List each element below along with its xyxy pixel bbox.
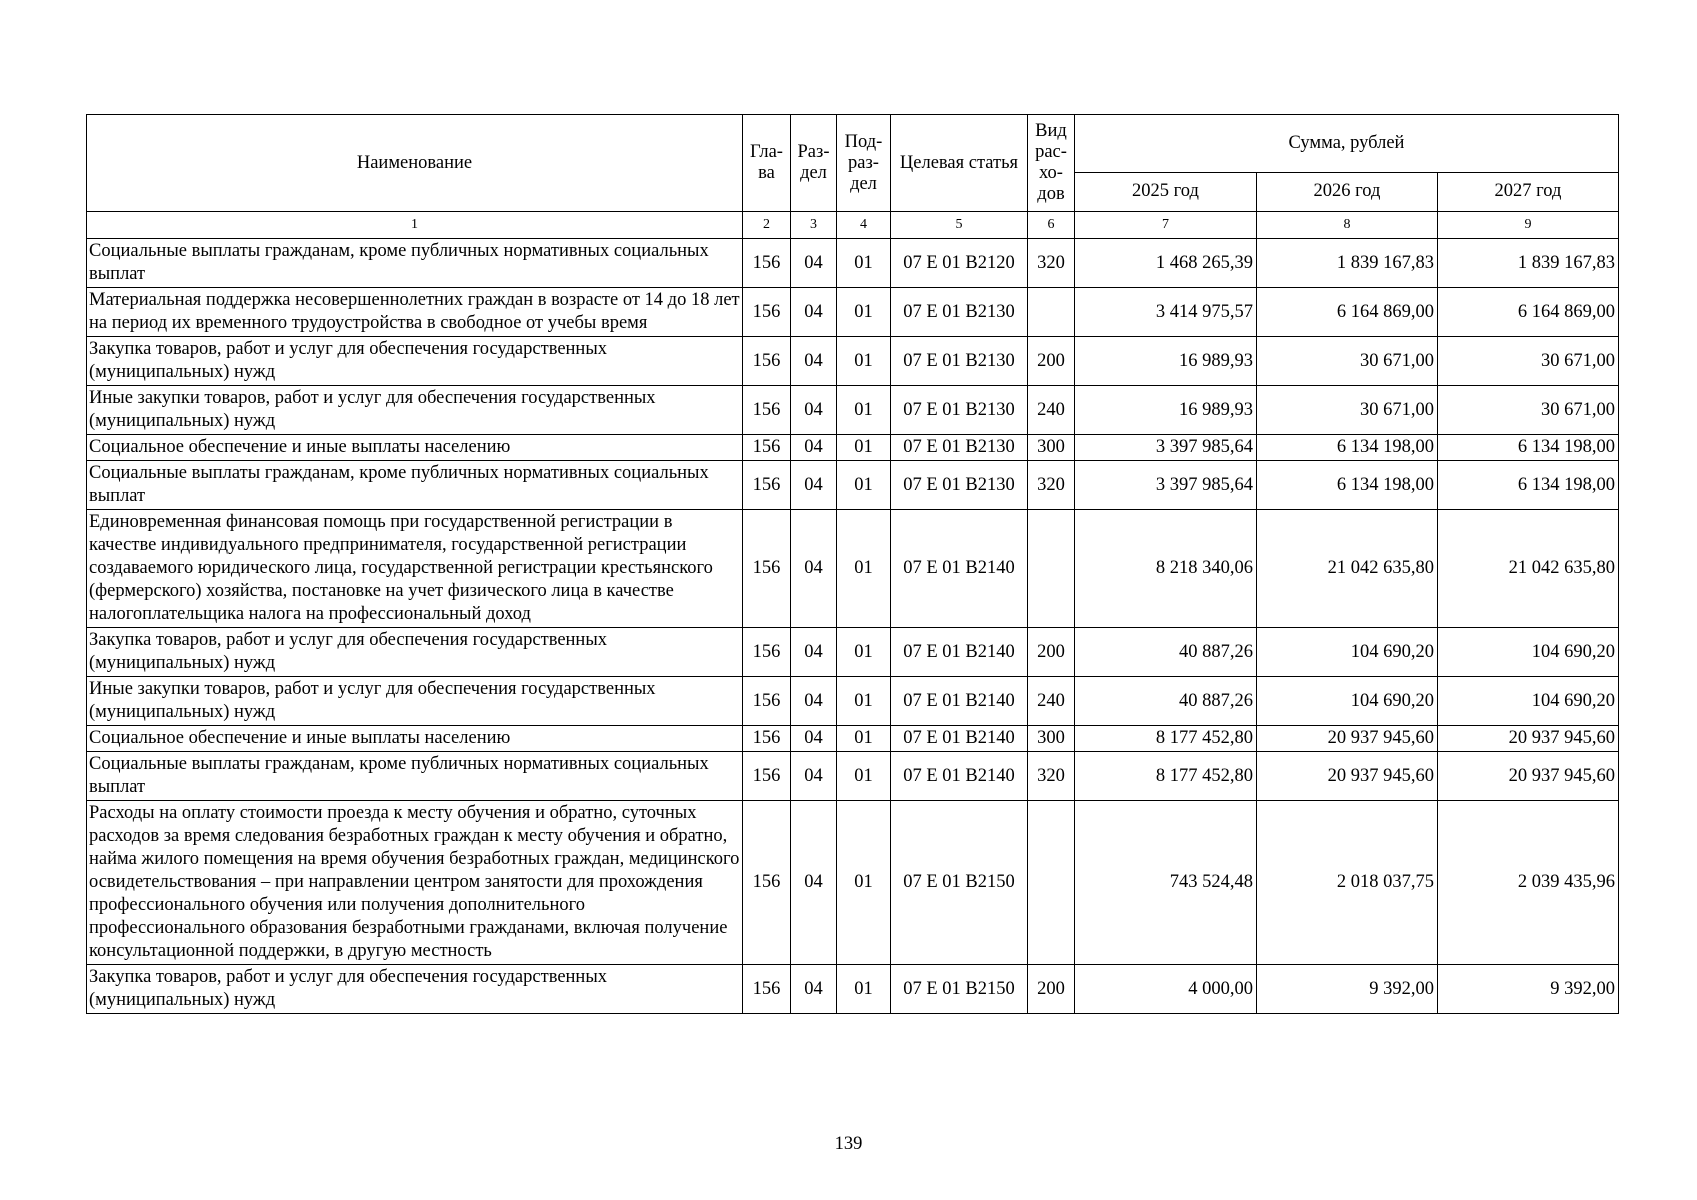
table-row: [87, 726, 1619, 752]
cell-sum-2025: 3 414 975,57: [1075, 288, 1257, 337]
header-vid: Вид рас- хо- дов: [1028, 115, 1075, 212]
cell-glava: 156: [743, 386, 791, 435]
cell-vid-rashodov: [1028, 801, 1075, 965]
cell-sum-2027: 20 937 945,60: [1438, 726, 1619, 752]
column-number: 8: [1257, 212, 1438, 239]
cell-glava: 156: [743, 239, 791, 288]
cell-name: Социальные выплаты гражданам, кроме публичных нормативных социальных выплат: [87, 461, 743, 510]
cell-sum-2025: 16 989,93: [1075, 337, 1257, 386]
cell-name: Расходы на оплату стоимости проезда к месту обучения и обратно, суточных расходов за время следования безработных граждан к месту обучения и обратно, найма жилого помещения на время обучения безработных граждан, медицинского освидетельствования – при направлении центром занятости для прохождения профессионального обучения или получения дополнительного профессионального образования безработными гражданами, включая получение консультационной поддержки, в другую местность: [87, 801, 743, 965]
cell-name: Единовременная финансовая помощь при государственной регистрации в качестве индивидуального предпринимателя, государственной регистрации создаваемого юридического лица, государственной регистрации крестьянского (фермерского) хозяйства, постановке на учет физического лица в качестве налогоплательщика налога на профессиональный доход: [87, 510, 743, 628]
cell-podrazdel: 01: [837, 461, 891, 510]
cell-razdel: 04: [791, 677, 837, 726]
cell-celevaya-statya: 07 Е 01 В2140: [891, 677, 1028, 726]
cell-vid-rashodov: [1028, 510, 1075, 628]
cell-name: Социальные выплаты гражданам, кроме публичных нормативных социальных выплат: [87, 752, 743, 801]
cell-glava: 156: [743, 628, 791, 677]
cell-celevaya-statya: 07 Е 01 В2140: [891, 726, 1028, 752]
cell-razdel: 04: [791, 239, 837, 288]
cell-name: Закупка товаров, работ и услуг для обеспечения государственных (муниципальных) нужд: [87, 337, 743, 386]
cell-sum-2027: 104 690,20: [1438, 677, 1619, 726]
cell-glava: 156: [743, 337, 791, 386]
cell-vid-rashodov: 200: [1028, 628, 1075, 677]
table-row: [87, 752, 1619, 801]
header-year-2025: 2025 год: [1075, 172, 1257, 211]
header-celevaya: Целевая статья: [891, 115, 1028, 212]
cell-podrazdel: 01: [837, 239, 891, 288]
cell-podrazdel: 01: [837, 677, 891, 726]
cell-razdel: 04: [791, 337, 837, 386]
header-glava: Гла- ва: [743, 115, 791, 212]
cell-sum-2025: 743 524,48: [1075, 801, 1257, 965]
cell-razdel: 04: [791, 801, 837, 965]
column-number: 4: [837, 212, 891, 239]
cell-celevaya-statya: 07 Е 01 В2140: [891, 628, 1028, 677]
header-podrazdel: Под- раз- дел: [837, 115, 891, 212]
column-number-row: [87, 212, 1619, 239]
column-number: 1: [87, 212, 743, 239]
cell-podrazdel: 01: [837, 628, 891, 677]
cell-vid-rashodov: 240: [1028, 677, 1075, 726]
cell-podrazdel: 01: [837, 726, 891, 752]
cell-sum-2025: 40 887,26: [1075, 628, 1257, 677]
cell-sum-2026: 6 164 869,00: [1257, 288, 1438, 337]
table-row: [87, 677, 1619, 726]
cell-sum-2027: 2 039 435,96: [1438, 801, 1619, 965]
cell-glava: 156: [743, 965, 791, 1014]
cell-name: Материальная поддержка несовершеннолетних граждан в возрасте от 14 до 18 лет на период их временного трудоустройства в свободное от учебы время: [87, 288, 743, 337]
cell-razdel: 04: [791, 752, 837, 801]
budget-table: [86, 114, 1619, 1014]
cell-glava: 156: [743, 752, 791, 801]
table-row: [87, 510, 1619, 628]
cell-celevaya-statya: 07 Е 01 В2150: [891, 801, 1028, 965]
cell-glava: 156: [743, 726, 791, 752]
cell-sum-2026: 20 937 945,60: [1257, 726, 1438, 752]
page-number: 139: [834, 1134, 863, 1154]
header-razdel: Раз- дел: [791, 115, 837, 212]
cell-glava: 156: [743, 435, 791, 461]
column-number: 6: [1028, 212, 1075, 239]
cell-sum-2027: 6 134 198,00: [1438, 435, 1619, 461]
cell-name: Закупка товаров, работ и услуг для обеспечения государственных (муниципальных) нужд: [87, 628, 743, 677]
cell-sum-2025: 1 468 265,39: [1075, 239, 1257, 288]
cell-sum-2027: 104 690,20: [1438, 628, 1619, 677]
cell-vid-rashodov: 200: [1028, 337, 1075, 386]
header-year-2027: 2027 год: [1438, 172, 1619, 211]
cell-podrazdel: 01: [837, 337, 891, 386]
cell-glava: 156: [743, 288, 791, 337]
cell-vid-rashodov: 200: [1028, 965, 1075, 1014]
cell-celevaya-statya: 07 Е 01 В2150: [891, 965, 1028, 1014]
cell-name: Социальное обеспечение и иные выплаты населению: [87, 726, 743, 752]
cell-sum-2026: 6 134 198,00: [1257, 435, 1438, 461]
column-number: 9: [1438, 212, 1619, 239]
cell-podrazdel: 01: [837, 752, 891, 801]
cell-sum-2026: 30 671,00: [1257, 337, 1438, 386]
cell-razdel: 04: [791, 510, 837, 628]
cell-sum-2027: 20 937 945,60: [1438, 752, 1619, 801]
cell-sum-2027: 30 671,00: [1438, 386, 1619, 435]
cell-sum-2025: 4 000,00: [1075, 965, 1257, 1014]
cell-sum-2026: 6 134 198,00: [1257, 461, 1438, 510]
cell-name: Социальные выплаты гражданам, кроме публичных нормативных социальных выплат: [87, 239, 743, 288]
cell-sum-2026: 104 690,20: [1257, 677, 1438, 726]
cell-celevaya-statya: 07 Е 01 В2140: [891, 752, 1028, 801]
table-body: [87, 239, 1619, 1014]
cell-podrazdel: 01: [837, 510, 891, 628]
cell-podrazdel: 01: [837, 435, 891, 461]
cell-razdel: 04: [791, 461, 837, 510]
cell-razdel: 04: [791, 726, 837, 752]
cell-sum-2026: 21 042 635,80: [1257, 510, 1438, 628]
cell-podrazdel: 01: [837, 801, 891, 965]
cell-name: Иные закупки товаров, работ и услуг для обеспечения государственных (муниципальных) нужд: [87, 386, 743, 435]
table-row: [87, 337, 1619, 386]
cell-podrazdel: 01: [837, 386, 891, 435]
cell-sum-2025: 40 887,26: [1075, 677, 1257, 726]
cell-vid-rashodov: 320: [1028, 239, 1075, 288]
column-number: 5: [891, 212, 1028, 239]
cell-sum-2025: 3 397 985,64: [1075, 435, 1257, 461]
cell-glava: 156: [743, 510, 791, 628]
table-row: [87, 386, 1619, 435]
cell-sum-2026: 2 018 037,75: [1257, 801, 1438, 965]
cell-celevaya-statya: 07 Е 01 В2130: [891, 386, 1028, 435]
cell-sum-2025: 16 989,93: [1075, 386, 1257, 435]
cell-podrazdel: 01: [837, 288, 891, 337]
table-row: [87, 461, 1619, 510]
cell-sum-2026: 30 671,00: [1257, 386, 1438, 435]
cell-razdel: 04: [791, 435, 837, 461]
cell-vid-rashodov: 300: [1028, 435, 1075, 461]
cell-vid-rashodov: [1028, 288, 1075, 337]
table-row: [87, 801, 1619, 965]
cell-glava: 156: [743, 801, 791, 965]
cell-razdel: 04: [791, 288, 837, 337]
cell-sum-2026: 104 690,20: [1257, 628, 1438, 677]
column-number: 7: [1075, 212, 1257, 239]
cell-celevaya-statya: 07 Е 01 В2140: [891, 510, 1028, 628]
cell-sum-2026: 1 839 167,83: [1257, 239, 1438, 288]
cell-vid-rashodov: 240: [1028, 386, 1075, 435]
cell-celevaya-statya: 07 Е 01 В2120: [891, 239, 1028, 288]
cell-razdel: 04: [791, 386, 837, 435]
cell-name: Закупка товаров, работ и услуг для обеспечения государственных (муниципальных) нужд: [87, 965, 743, 1014]
cell-sum-2027: 30 671,00: [1438, 337, 1619, 386]
table-row: [87, 435, 1619, 461]
cell-razdel: 04: [791, 965, 837, 1014]
column-number: 2: [743, 212, 791, 239]
cell-sum-2027: 6 134 198,00: [1438, 461, 1619, 510]
table-row: [87, 288, 1619, 337]
header-name: Наименование: [87, 115, 743, 212]
cell-sum-2027: 9 392,00: [1438, 965, 1619, 1014]
table-header: [87, 115, 1619, 239]
cell-sum-2025: 8 177 452,80: [1075, 726, 1257, 752]
cell-vid-rashodov: 300: [1028, 726, 1075, 752]
cell-podrazdel: 01: [837, 965, 891, 1014]
cell-glava: 156: [743, 461, 791, 510]
cell-sum-2027: 21 042 635,80: [1438, 510, 1619, 628]
cell-name: Иные закупки товаров, работ и услуг для обеспечения государственных (муниципальных) нужд: [87, 677, 743, 726]
cell-celevaya-statya: 07 Е 01 В2130: [891, 435, 1028, 461]
cell-vid-rashodov: 320: [1028, 752, 1075, 801]
cell-sum-2025: 3 397 985,64: [1075, 461, 1257, 510]
table-row: [87, 239, 1619, 288]
cell-glava: 156: [743, 677, 791, 726]
cell-sum-2026: 9 392,00: [1257, 965, 1438, 1014]
cell-vid-rashodov: 320: [1028, 461, 1075, 510]
cell-celevaya-statya: 07 Е 01 В2130: [891, 337, 1028, 386]
table-row: [87, 965, 1619, 1014]
column-number: 3: [791, 212, 837, 239]
header-year-2026: 2026 год: [1257, 172, 1438, 211]
cell-sum-2027: 6 164 869,00: [1438, 288, 1619, 337]
cell-name: Социальное обеспечение и иные выплаты населению: [87, 435, 743, 461]
cell-sum-2026: 20 937 945,60: [1257, 752, 1438, 801]
cell-sum-2025: 8 218 340,06: [1075, 510, 1257, 628]
cell-razdel: 04: [791, 628, 837, 677]
cell-celevaya-statya: 07 Е 01 В2130: [891, 461, 1028, 510]
cell-sum-2027: 1 839 167,83: [1438, 239, 1619, 288]
header-summa: Сумма, рублей: [1075, 115, 1619, 173]
cell-sum-2025: 8 177 452,80: [1075, 752, 1257, 801]
table-row: [87, 628, 1619, 677]
cell-celevaya-statya: 07 Е 01 В2130: [891, 288, 1028, 337]
